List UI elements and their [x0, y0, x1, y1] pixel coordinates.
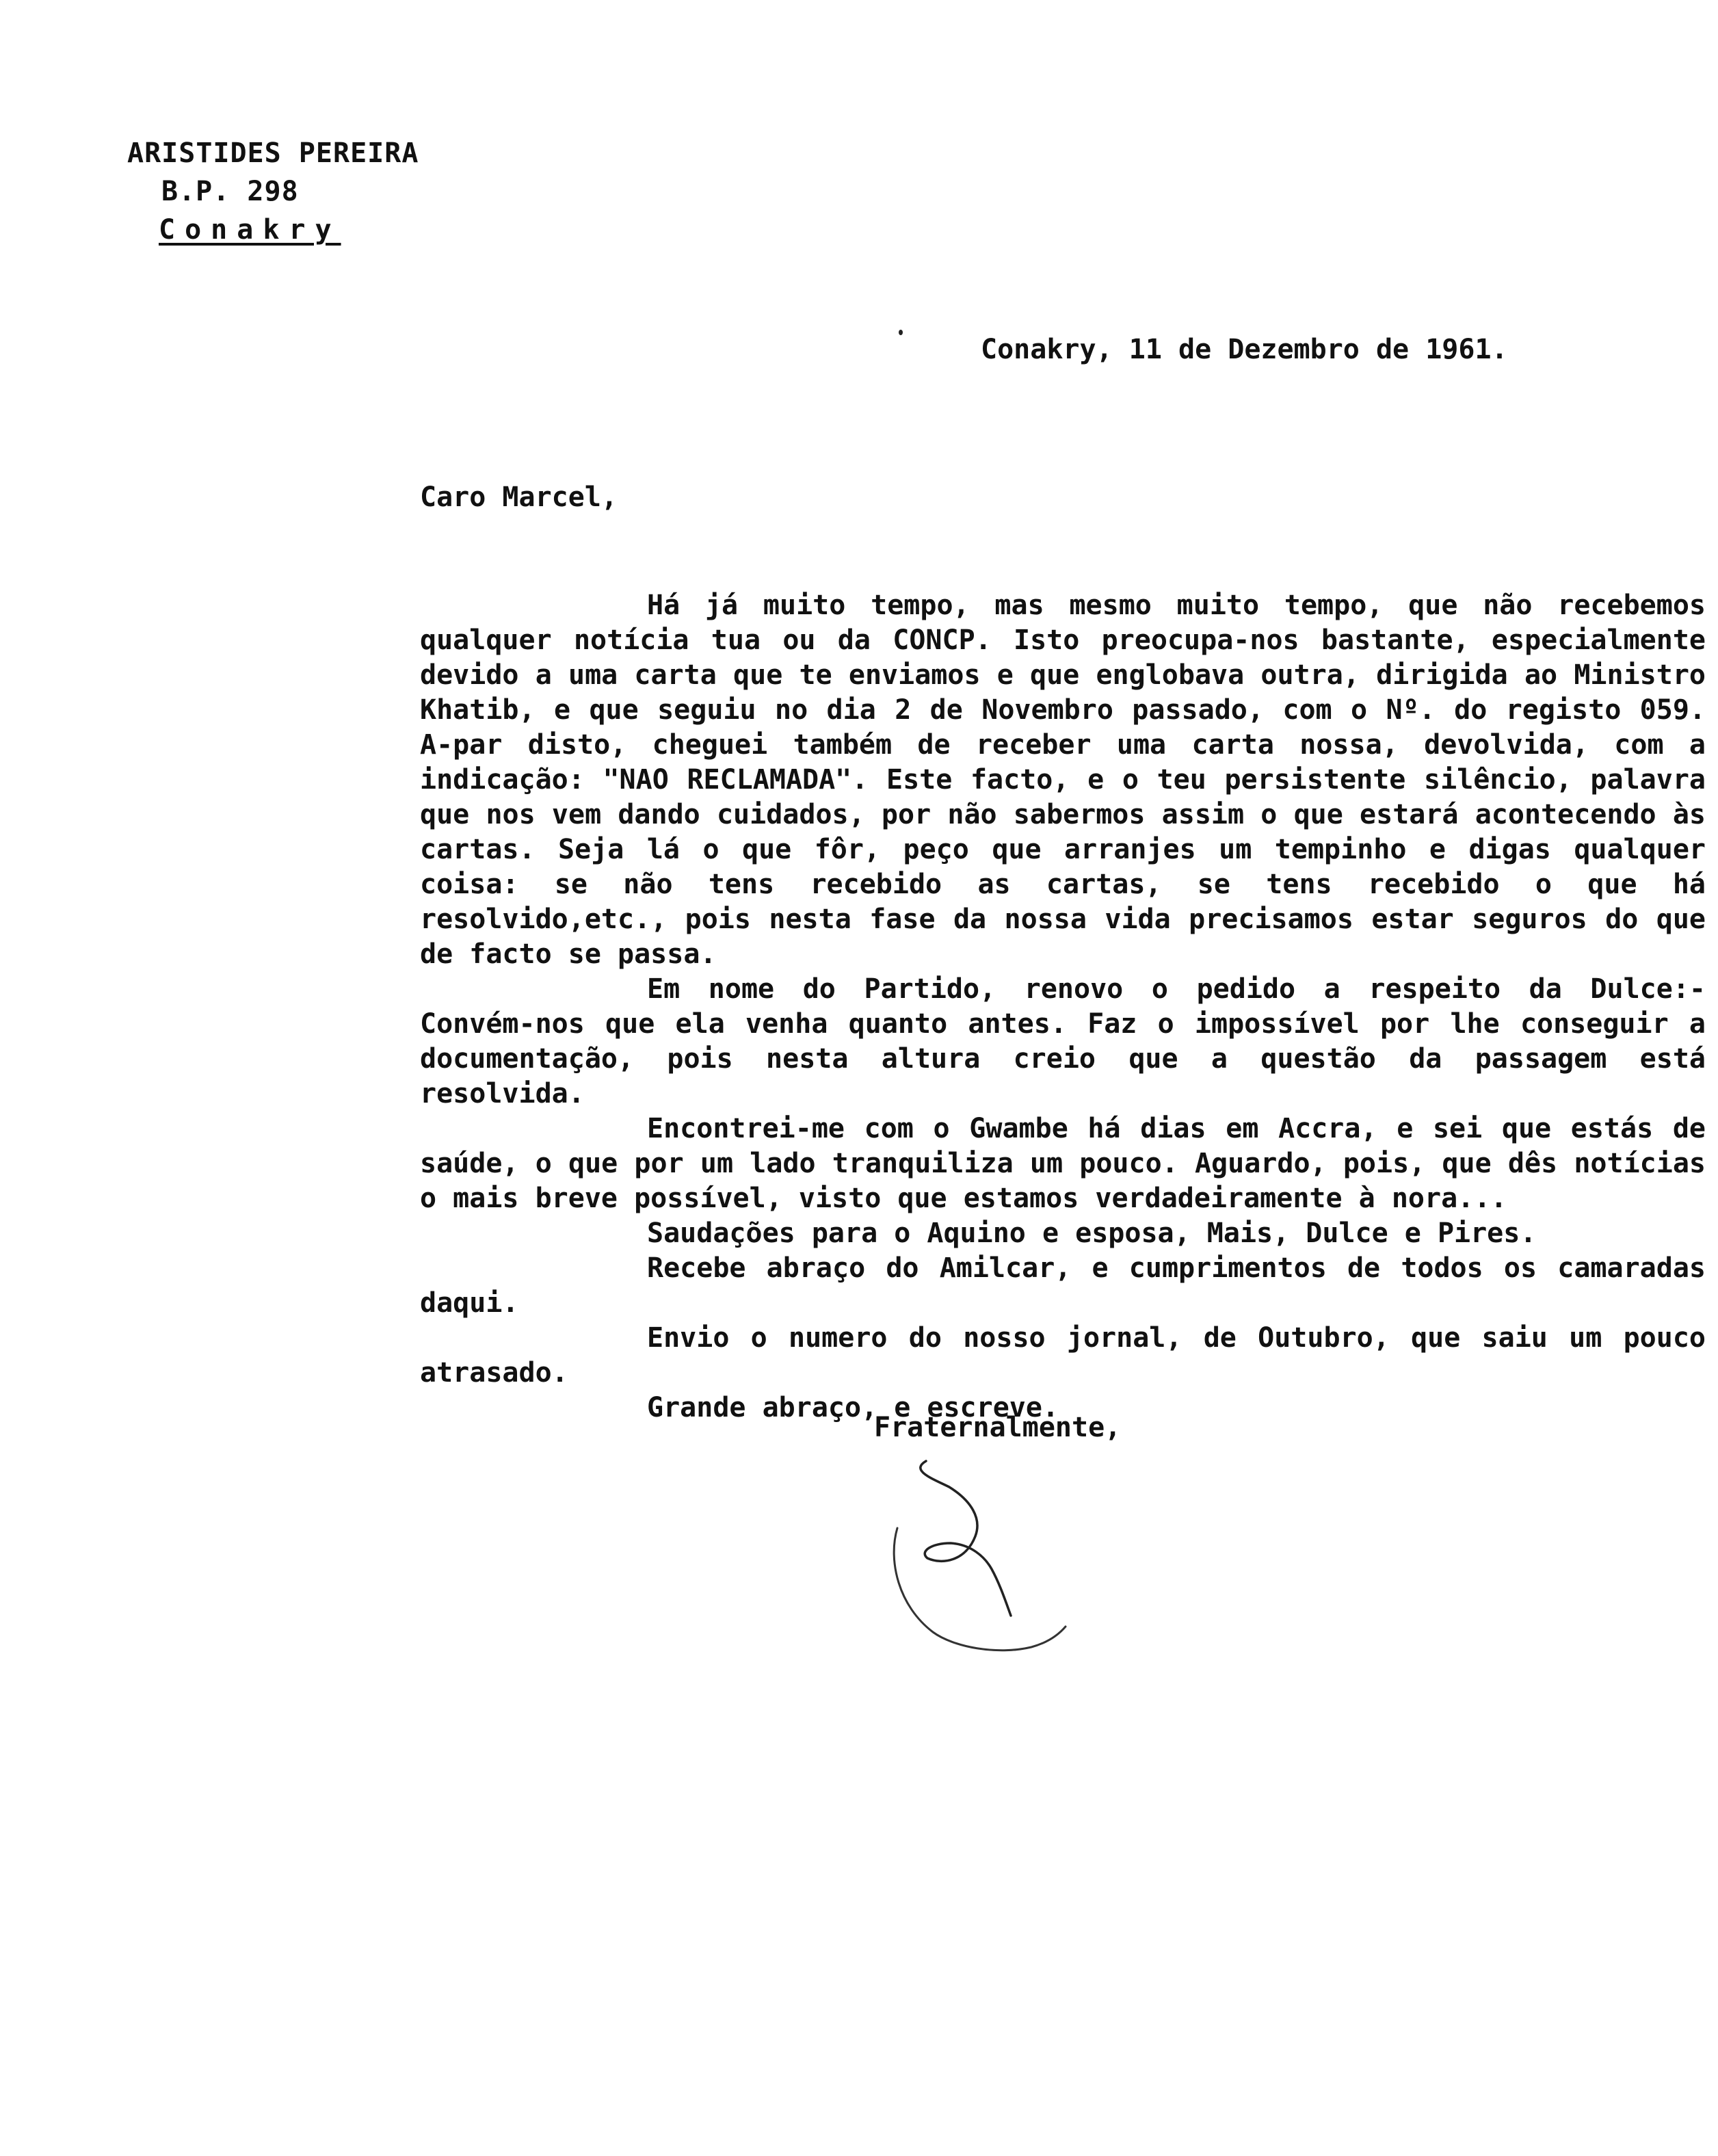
letter-body — [420, 588, 1706, 1425]
sender-name: ARISTIDES PEREIRA — [127, 137, 419, 169]
sender-city: Conakry — [159, 214, 341, 246]
handwritten-signature — [882, 1447, 1115, 1680]
paragraph-amilcar: Recebe abraço do Amilcar, e cumprimentos de todos os camaradas daqui. — [420, 1252, 1706, 1319]
paragraph-dulce: Em nome do Partido, renovo o pedido a respeito da Dulce:- Convém-nos que ela venha quanto antes. Faz o impossível por lhe conseguir a documentação, pois nesta altura creio que a questão da passagem está resolvida. — [420, 973, 1706, 1109]
sender-po-box: B.P. 298 — [161, 176, 299, 207]
salutation: Caro Marcel, — [420, 482, 618, 513]
paragraph-farewell: Grande abraço, e escreve. — [647, 1392, 1059, 1423]
closing: Fraternalmente, — [874, 1412, 1122, 1443]
sender-address — [127, 134, 419, 249]
ink-speck — [899, 330, 903, 335]
paragraph-jornal: Envio o numero do nosso jornal, de Outubro, que saiu um pouco atrasado. — [420, 1322, 1706, 1389]
letter-date: Conakry, 11 de Dezembro de 1961. — [981, 334, 1508, 365]
paragraph-greetings: Saudações para o Aquino e esposa, Mais, Dulce e Pires. — [647, 1218, 1537, 1249]
paragraph-concp: Há já muito tempo, mas mesmo muito tempo, que não recebemos qualquer notícia tua ou da CONCP. Isto preocupa-nos bastante, especialmente devido a uma carta que te enviamos e que englobava outra, dirigida ao Ministro Khatib, e que seguiu no dia 2 de Novembro passado, com o Nº. do registo 059. A-par disto, cheguei também de receber uma carta nossa, devolvida, com a indicação: "NAO RECLAMADA". Este facto, e o teu persistente silêncio, palavra que nos vem dando cuidados, por não sabermos assim o que estará acontecendo às cartas. Seja lá o que fôr, peço que arranjes um tempinho e digas qualquer coisa: se não tens recebido as cartas, se tens recebido o que há resolvido,etc., pois nesta fase da nossa vida precisamos estar seguros do que de facto se passa. — [420, 590, 1706, 970]
paragraph-gwambe: Encontrei-me com o Gwambe há dias em Accra, e sei que estás de saúde, o que por um lado tranquiliza um pouco. Aguardo, pois, que dês notícias o mais breve possível, visto que estamos verdadeiramente à nora... — [420, 1113, 1706, 1214]
